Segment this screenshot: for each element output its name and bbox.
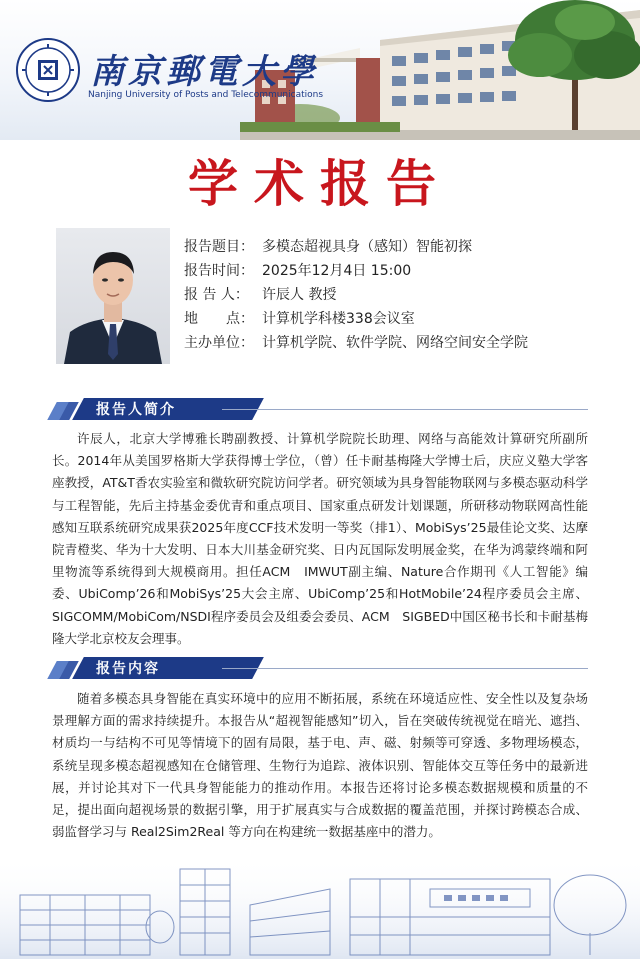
page-title: 学术报告 — [188, 155, 452, 213]
info-value: 计算机学科楼338会议室 — [262, 311, 415, 327]
section-header-content — [52, 657, 212, 681]
university-seal-icon — [16, 38, 80, 102]
section-divider — [222, 668, 588, 669]
info-label: 地 点： — [184, 311, 254, 327]
info-organizer — [184, 331, 624, 355]
footer-campus-sketch — [0, 855, 640, 959]
info-topic — [184, 235, 624, 259]
section-title: 报告人简介 — [96, 402, 176, 418]
info-value: 2025年12月4日 15:00 — [262, 263, 412, 279]
speaker-photo — [56, 228, 170, 364]
speaker-bio: 许辰人，北京大学博雅长聘副教授、计算机学院院长助理、网络与高能效计算研究所副所长。2014年从美国罗格斯大学获得博士学位，（曾）任卡耐基梅隆大学博士后，庆应义塾大学客座教授，AT&T香农实验室和微软研究院访问学者。研究领域为具身智能物联网与多模态驱动科学与工程智能，先后主持基金委优青和重点项目、国家重点研发计划课题，所研移动物联网高性能感知互联系统研究成果获2025年度CCF技术发明一等奖（排1）、MobiSys’25最佳论文奖、达摩院青橙奖、华为十大发明、日本大川基金研究奖、日内瓦国际发明展金奖，在华为鸿蒙终端和阿里物流等系统得到大规模商用。担任ACM IMWUT副主编、Nature合作期刊《人工智能》编委、UbiComp’26和MobiSys’25大会主席、UbiComp’25和HotMobile’24程序委员会主席、SIGCOMM/MobiCom/NSDI程序委员会及组委会委员、ACM SIGBED中国区秘书长和卡耐基梅隆大学北京校友会理事。 — [52, 431, 588, 646]
info-value: 许辰人 教授 — [262, 287, 337, 303]
info-label: 报 告 人： — [184, 287, 249, 303]
section-title: 报告内容 — [96, 661, 160, 677]
report-info — [184, 235, 624, 355]
section-divider — [222, 409, 588, 410]
university-name-cn: 南京郵電大學 — [90, 52, 318, 92]
info-speaker — [184, 283, 624, 307]
info-value: 计算机学院、软件学院、网络空间安全学院 — [262, 335, 528, 351]
info-label: 报告题目： — [184, 239, 254, 255]
report-abstract: 随着多模态具身智能在真实环境中的应用不断拓展，系统在环境适应性、安全性以及复杂场景理解方面的需求持续提升。本报告从“超视智能感知”切入，旨在突破传统视觉在暗光、遮挡、材质均一与结构不可见等情境下的固有局限，基于电、声、磁、射频等可穿透、多物理场模态，系统呈现多模态超视感知在仓储管理、生物行为追踪、液体识别、智能体交互等任务中的最新进展，并讨论其对下一代具身智能能力的推动作用。本报告还将讨论多模态数据规模和质量的不足，提出面向超视场景的数据引擎，用于扩展真实与合成数据的覆盖范围，并探讨跨模态合成、弱监督学习与 Real2Sim2Real 等方向在构建统一数据基座中的潜力。 — [52, 691, 588, 840]
info-value: 多模态超视具身（感知）智能初探 — [262, 239, 472, 255]
university-name-en: Nanjing University of Posts and Telecommunications — [88, 90, 324, 100]
section-header-bio — [52, 398, 212, 422]
info-time — [184, 259, 624, 283]
header-banner — [0, 0, 640, 140]
info-label: 报告时间： — [184, 263, 254, 279]
info-label: 主办单位： — [184, 335, 254, 351]
info-location — [184, 307, 624, 331]
